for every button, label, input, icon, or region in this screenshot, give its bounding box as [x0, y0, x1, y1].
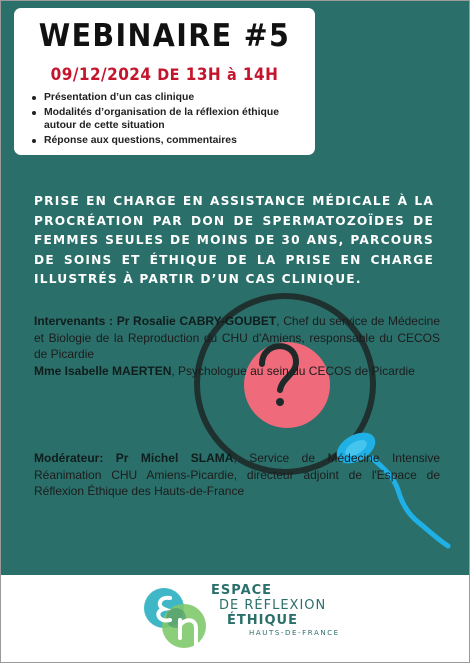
speakers-block [34, 313, 440, 379]
webinar-title: WEBINAIRE #5 [38, 18, 291, 54]
agenda-item: Réponse aux questions, commentaires [32, 134, 312, 147]
webinar-datetime [29, 65, 300, 85]
question-dot [276, 398, 284, 406]
webinar-time-prefix: DE [157, 65, 180, 84]
moderator-role: , Service de Médecine Intensive Réanimation CHU Amiens-Picardie, directeur adjoint de l'Espace de Réflexion Éthique des Hauts-de-France [34, 451, 440, 498]
speaker2-name: Mme Isabelle MAERTEN [34, 363, 172, 378]
webinar-time-sep: à [226, 65, 238, 84]
webinar-date: 09/12/2024 [50, 65, 152, 85]
speakers-label: Intervenants : [34, 314, 114, 328]
webinar-header-card [14, 8, 315, 155]
logo-line1: ESPACE [211, 583, 273, 598]
agenda-item: Modalités d’organisation de la réflexion éthique autour de cette situation [32, 106, 312, 132]
main-heading: PRISE EN CHARGE EN ASSISTANCE MÉDICALE À LA PROCRÉATION PAR DON DE SPERMATOZOÏDES DE FEMMES SEULES DE MOINS DE 30 ANS, PARCOURS DE SOINS ET ÉTHIQUE DE LA PRISE EN CHARGE ILLUSTRÉS À PARTIR D’UN CAS CLINIQUE. [34, 194, 434, 286]
ethics-logo-icon [140, 580, 210, 654]
moderator-label: Modérateur: Pr Michel SLAMA [34, 451, 234, 465]
speaker1-name: Pr Rosalie CABRY-GOUBET [116, 314, 277, 328]
webinar-time-end: 14H [242, 65, 279, 85]
speaker2-role: , Psychologue au sein du CECOS de Picardie [171, 363, 415, 378]
moderator-block [34, 450, 440, 500]
agenda-list [32, 91, 312, 149]
logo-line2: DE RÉFLEXION [219, 598, 327, 613]
webinar-time-start: 13H [185, 65, 222, 85]
logo-wordmark [211, 583, 371, 639]
logo-line4: HAUTS-DE-FRANCE [249, 629, 340, 637]
logo-line3: ÉTHIQUE [227, 613, 298, 628]
speaker1-role: , Chef du service de Médecine et Biologie de la Reproduction du CHU d'Amiens, responsable du CECOS de Picardie [34, 314, 440, 361]
agenda-item: Présentation d’un cas clinique [32, 91, 312, 104]
